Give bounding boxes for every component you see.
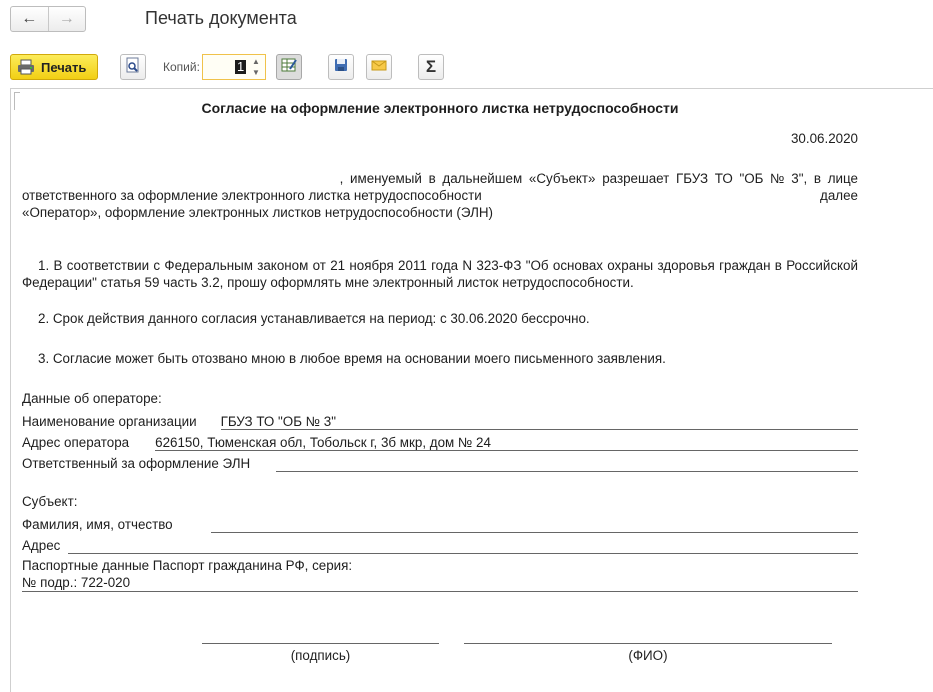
signature-caption: (подпись) <box>290 648 351 663</box>
arrow-right-icon: → <box>58 10 75 27</box>
intro-line-2a: ответственного за оформление электронного листка нетрудоспособности <box>22 188 482 203</box>
operator-org-value: ГБУЗ ТО "ОБ № 3" <box>221 413 858 430</box>
operator-section <box>22 390 858 472</box>
document-date: 30.06.2020 <box>790 131 858 146</box>
operator-address-row <box>22 430 858 451</box>
subject-heading: Субъект: <box>22 494 78 509</box>
subject-address-value <box>68 537 858 554</box>
save-button[interactable] <box>328 54 354 80</box>
fio-caption: (ФИО) <box>628 648 668 663</box>
intro-line-3: «Оператор», оформление электронных листков нетрудоспособности (ЭЛН) <box>22 205 493 220</box>
sum-button[interactable] <box>418 54 444 80</box>
copies-value: 1 <box>237 59 245 74</box>
operator-responsible-row <box>22 451 858 472</box>
operator-heading: Данные об операторе: <box>22 391 162 406</box>
operator-org-label: Наименование организации <box>22 414 197 429</box>
copies-spinner[interactable] <box>249 57 263 77</box>
printer-icon <box>17 59 35 75</box>
intro-line-1: , именуемый в дальнейшем «Субъект» разрешает ГБУЗ ТО "ОБ № 3", в лице <box>339 171 858 186</box>
copies-label: Копий: <box>163 60 200 74</box>
send-email-button[interactable] <box>366 54 392 80</box>
document-body <box>22 94 858 592</box>
print-button-label: Печать <box>41 59 87 75</box>
signature-line <box>202 643 439 644</box>
operator-responsible-label: Ответственный за оформление ЭЛН <box>22 456 251 471</box>
back-button[interactable] <box>11 7 48 31</box>
envelope-icon <box>371 57 387 78</box>
edit-table-icon <box>281 57 297 78</box>
spin-up-icon[interactable]: ▲ <box>252 57 260 66</box>
preview-button[interactable] <box>120 54 146 80</box>
subject-fio-label: Фамилия, имя, отчество <box>22 517 173 532</box>
subject-address-row <box>22 533 858 554</box>
subject-fio-row <box>22 512 858 533</box>
subject-subdivision-row <box>22 574 858 592</box>
subject-fio-value <box>211 516 858 533</box>
subject-section <box>22 493 858 592</box>
print-button[interactable] <box>10 54 98 80</box>
floppy-disk-icon <box>333 57 349 78</box>
intro-line-2b: далее <box>820 188 858 203</box>
operator-responsible-value <box>276 455 858 472</box>
sigma-icon: Σ <box>425 57 437 76</box>
forward-button[interactable] <box>48 7 86 31</box>
magnifier-page-icon <box>125 57 141 78</box>
document-title: Согласие на оформление электронного листка нетрудоспособности <box>201 100 679 116</box>
document-corner-marker <box>14 92 20 110</box>
intro-paragraph <box>22 170 858 221</box>
edit-toggle-button[interactable] <box>276 54 302 80</box>
fio-signature-block <box>464 643 832 663</box>
fio-line <box>464 643 832 644</box>
subject-passport-line: Паспортные данные Паспорт гражданина РФ, серия: <box>22 558 353 573</box>
copies-input[interactable] <box>202 54 266 80</box>
signature-block <box>202 643 439 663</box>
spin-down-icon[interactable]: ▼ <box>252 68 260 77</box>
operator-org-row <box>22 409 858 430</box>
operator-address-label: Адрес оператора <box>22 435 130 450</box>
navigation-buttons <box>10 6 86 32</box>
subject-address-label: Адрес <box>22 538 61 553</box>
arrow-left-icon: ← <box>21 10 38 27</box>
operator-address-value: 626150, Тюменская обл, Тобольск г, 3б мкр, дом № 24 <box>155 434 858 451</box>
clause-3: 3. Согласие может быть отозвано мною в любое время на основании моего письменного заявления. <box>38 351 666 366</box>
subject-subdivision-label: № подр.: 722-020 <box>22 575 131 590</box>
clause-2: 2. Срок действия данного согласия устанавливается на период: с 30.06.2020 бессрочно. <box>38 311 590 326</box>
clause-1: 1. В соответствии с Федеральным законом от 21 ноября 2011 года N 323-ФЗ "Об основах охраны здоровья граждан в Российской Федерации" статья 59 часть 3.2, прошу оформлять мне электронный листок нетрудоспособности. <box>22 258 858 290</box>
page-title: Печать документа <box>145 8 297 28</box>
